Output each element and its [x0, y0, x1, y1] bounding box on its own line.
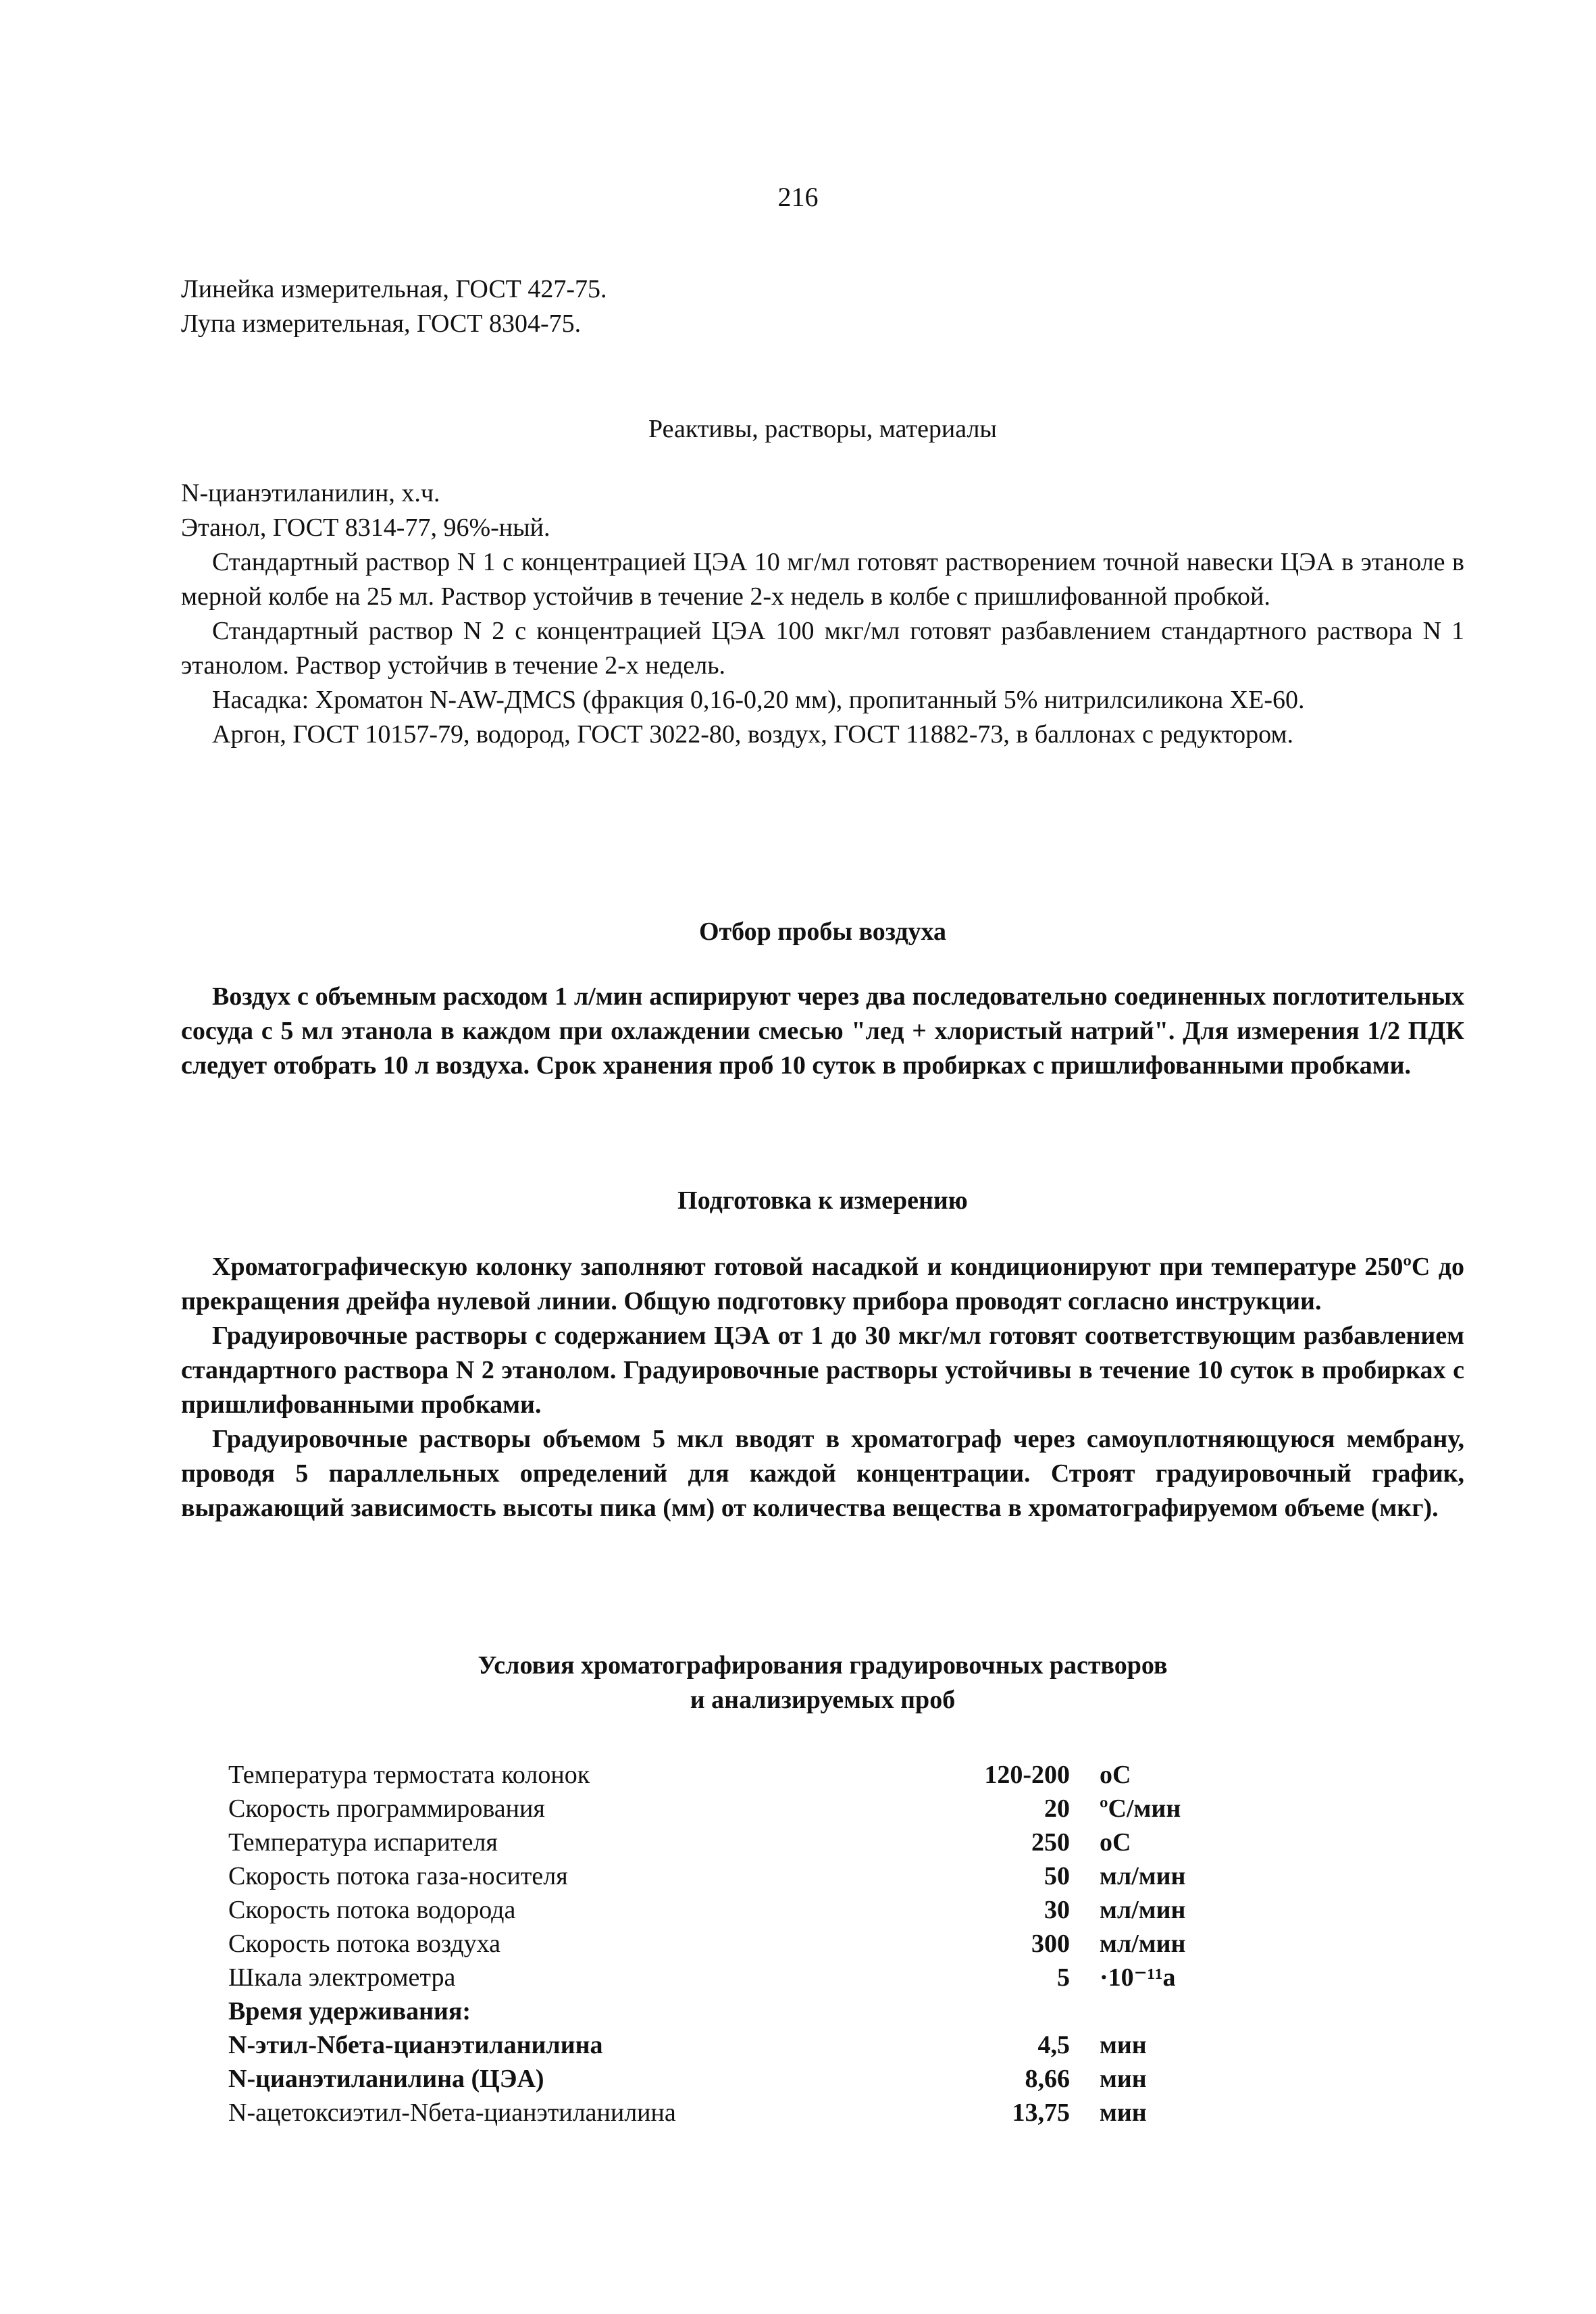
- reagent-paragraph: Стандартный раствор N 2 с концентрацией ЦЭА 100 мкг/мл готовят разбавлением стандартного раствора N 1 этанолом. Раствор устойчив в течение 2-х недель.: [181, 617, 1464, 680]
- sampling-paragraph: Воздух с объемным расходом 1 л/мин аспирируют через два последовательно соединенных поглотительных сосуда с 5 мл этанола в каждом при охлаждении смесью "лед + хлористый натрий". Для измерения 1/2 ПДК следует отобрать 10 л воздуха. Срок хранения проб 10 суток в пробирках с пришлифованными пробками.: [181, 982, 1464, 1080]
- condition-unit: мл/мин: [1100, 1930, 1186, 1958]
- condition-unit: мин: [1100, 2098, 1147, 2127]
- condition-value: 250: [1031, 1828, 1070, 1857]
- condition-value: 20: [1044, 1794, 1070, 1823]
- preparation-section: [181, 1250, 1464, 1526]
- condition-row: [228, 1994, 1241, 2028]
- condition-label: Температура термостата колонок: [228, 1761, 590, 1789]
- reagent-line: Этанол, ГОСТ 8314-77, 96%-ный.: [181, 513, 550, 542]
- condition-row: [228, 1893, 1241, 1927]
- preparation-heading: Подготовка к измерению: [677, 1186, 968, 1215]
- condition-label: Скорость программирования: [228, 1794, 545, 1823]
- condition-label: Скорость потока воздуха: [228, 1930, 501, 1958]
- reagents-heading: Реактивы, растворы, материалы: [648, 415, 997, 443]
- reagent-paragraph: Насадка: Хроматон N-AW-ДМCS (фракция 0,16-0,20 мм), пропитанный 5% нитрилсиликона XE-60.: [212, 686, 1305, 714]
- condition-row: [228, 1758, 1241, 1792]
- condition-label: N-ацетоксиэтил-Nбета-цианэтиланилина: [228, 2098, 676, 2127]
- condition-value: 50: [1044, 1862, 1070, 1890]
- condition-value: 30: [1044, 1896, 1070, 1924]
- condition-value: 300: [1031, 1930, 1070, 1958]
- condition-label: N-этил-Nбета-цианэтиланилина: [228, 2031, 603, 2059]
- condition-value: 4,5: [1037, 2031, 1070, 2059]
- condition-row: [228, 1927, 1241, 1961]
- condition-row: [228, 1859, 1241, 1893]
- condition-unit: мл/мин: [1100, 1862, 1186, 1890]
- condition-value: 5: [1057, 1963, 1070, 1992]
- equipment-line: Лупа измерительная, ГОСТ 8304-75.: [181, 309, 582, 338]
- conditions-heading: [181, 1649, 1464, 1717]
- condition-unit: оС: [1100, 1761, 1131, 1789]
- condition-value: [931, 1994, 1100, 2028]
- reagent-line: N-цианэтиланилин, х.ч.: [181, 479, 440, 507]
- page-number: 216: [777, 182, 819, 212]
- condition-unit: мин: [1100, 2031, 1147, 2059]
- sampling-section: [181, 980, 1464, 1083]
- equipment-list: [181, 272, 1464, 341]
- conditions-heading-line: и анализируемых проб: [690, 1686, 956, 1714]
- condition-label: Температура испарителя: [228, 1828, 498, 1857]
- condition-label: N-цианэтиланилина (ЦЭА): [228, 2065, 544, 2093]
- condition-unit: ºС/мин: [1100, 1794, 1181, 1823]
- condition-unit: мин: [1100, 2065, 1147, 2093]
- condition-row: [228, 2062, 1241, 2096]
- reagent-paragraph: Аргон, ГОСТ 10157-79, водород, ГОСТ 3022-80, воздух, ГОСТ 11882-73, в баллонах с редуктором.: [212, 720, 1293, 749]
- condition-value: 8,66: [1025, 2065, 1070, 2093]
- preparation-paragraph: Хроматографическую колонку заполняют готовой насадкой и кондиционируют при температуре 250ºС до прекращения дрейфа нулевой линии. Общую подготовку прибора проводят согласно инструкции.: [181, 1253, 1464, 1315]
- condition-unit: [1100, 1994, 1235, 2028]
- reagent-paragraph: Стандартный раствор N 1 с концентрацией ЦЭА 10 мг/мл готовят растворением точной навески ЦЭА в этаноле в мерной колбе на 25 мл. Раствор устойчив в течение 2-х недель в колбе с пришлифованной пробкой.: [181, 548, 1464, 611]
- condition-row: [228, 1826, 1241, 1859]
- condition-row: [228, 1792, 1241, 1826]
- condition-unit: оС: [1100, 1828, 1131, 1857]
- condition-unit: мл/мин: [1100, 1896, 1186, 1924]
- equipment-line: Линейка измерительная, ГОСТ 427-75.: [181, 275, 607, 303]
- condition-label: Время удерживания:: [228, 1997, 471, 2026]
- condition-row: [228, 2096, 1241, 2130]
- condition-value: 120-200: [984, 1761, 1070, 1789]
- condition-value: 13,75: [1012, 2098, 1070, 2127]
- preparation-paragraph: Градуировочные растворы с содержанием ЦЭА от 1 до 30 мкг/мл готовят соответствующим разбавлением стандартного раствора N 2 этанолом. Градуировочные растворы устойчивы в течение 10 суток в пробирках с пришлифованными пробками.: [181, 1322, 1464, 1419]
- condition-label: Шкала электрометра: [228, 1963, 456, 1992]
- conditions-heading-line: Условия хроматографирования градуировочных растворов: [478, 1651, 1168, 1680]
- conditions-table: [228, 1758, 1241, 2130]
- condition-unit: ·10⁻¹¹а: [1100, 1963, 1176, 1992]
- condition-label: Скорость потока газа-носителя: [228, 1862, 568, 1890]
- preparation-paragraph: Градуировочные растворы объемом 5 мкл вводят в хроматограф через самоуплотняющуюся мембрану, проводя 5 параллельных определений для каждой концентрации. Строят градуировочный график, выражающий зависимость высоты пика (мм) от количества вещества в хроматографируемом объеме (мкг).: [181, 1425, 1464, 1522]
- condition-row: [228, 1961, 1241, 1994]
- condition-label: Скорость потока водорода: [228, 1896, 516, 1924]
- sampling-heading: Отбор пробы воздуха: [698, 917, 947, 946]
- reagents-section: [181, 476, 1464, 752]
- condition-row: [228, 2028, 1241, 2062]
